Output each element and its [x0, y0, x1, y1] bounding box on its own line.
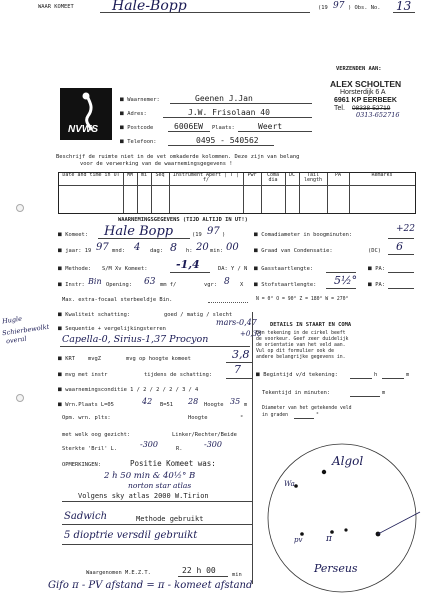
- conditions-label: ■ waarnemingsconditie 1 / 2 / 2 / 2 / 3 / 4: [58, 386, 199, 393]
- observed-value: 22 h 00: [182, 566, 216, 575]
- send-to-tel-old: 08338-52719: [352, 105, 391, 112]
- star-mid: [344, 528, 347, 531]
- komeet-year: 97: [207, 226, 220, 237]
- gas-tail-label: ■ Gasstaartlengte:: [254, 265, 314, 272]
- send-to-city: 6961 KP EERBEEK: [334, 97, 397, 104]
- place-value: Weert: [258, 122, 283, 131]
- th-remarks: Remarks: [371, 172, 393, 178]
- observed-unit: min: [232, 572, 242, 578]
- angles-label: N = 0° O = 90° Z = 180° W = 270°: [256, 297, 349, 302]
- location-b: B=51: [160, 402, 173, 408]
- th-pa: PA: [334, 172, 342, 178]
- details-text-1: Een tekening in de cirkel beeft: [256, 331, 346, 336]
- vgr-value: 8: [224, 277, 230, 287]
- seen-value: Linker/Rechter/Beide: [172, 432, 237, 438]
- remarks-line2: 2 h 50 min & 40½° B: [104, 471, 196, 481]
- phone-label: ■ Telefoon:: [120, 138, 157, 145]
- month-value: 4: [134, 242, 141, 253]
- observation-table: [58, 172, 416, 214]
- send-to-name: ALEX SCHOLTEN: [330, 79, 402, 89]
- krt-mvg: mvgZ: [88, 356, 101, 362]
- obs-label: ) Obs. No.: [348, 5, 381, 11]
- condensation-label: ■ Graad van Condensatie:: [254, 247, 333, 254]
- method-options: S/M Xv Komeet:: [102, 266, 148, 272]
- th-mi: mi: [140, 172, 148, 178]
- hour-label: h:: [186, 248, 193, 254]
- month-label: mnd:: [112, 248, 125, 254]
- margin-note-3: overal: [5, 334, 27, 346]
- th-coma: Coma dia: [266, 172, 280, 184]
- location-l2: 42: [142, 397, 153, 406]
- da-label: DA: Y / N: [218, 266, 248, 272]
- instructions-line2: voor de verwerking van de waarnemingsgegevens !: [80, 161, 233, 167]
- remarks-line5-text: Methode gebruikt: [136, 515, 204, 523]
- hour-value: 20: [196, 242, 209, 253]
- bottom-note: Gifo π - PV afstand = π - komeet afstand: [48, 580, 253, 591]
- diameter-label-2: in graden: [262, 413, 288, 418]
- remarks-line3: norton star atlas: [128, 481, 192, 490]
- star-algol: [322, 470, 326, 474]
- sequence-value-procyon: +0,38: [240, 330, 262, 338]
- location-label: ■ Wrn.Plaats L=05: [58, 401, 114, 408]
- sequence-value-mars: mars-0,47: [216, 318, 257, 327]
- remarks-line6: 5 dioptrie versdil gebruikt: [64, 530, 198, 541]
- duration-label: Tekentijd in minuten:: [262, 390, 331, 396]
- condensation-value: 6: [396, 240, 403, 253]
- gas-pa-label: ■ PA:: [368, 265, 385, 272]
- th-instrument: Instrument Apert | T | f/: [172, 172, 240, 184]
- min-label: min:: [210, 248, 223, 254]
- start-time-m: m: [406, 372, 410, 378]
- diameter-label-1: Diameter van het getekende veld: [262, 406, 352, 411]
- day-label: dag:: [150, 248, 163, 254]
- postcode-value: 6006EW: [174, 122, 203, 131]
- duration-m: m: [382, 390, 386, 396]
- komeet-year-open: (19: [192, 232, 202, 238]
- sequence-label: ■ Sequentie + vergelijkingsterren: [58, 325, 166, 332]
- coma-label: ■ Comadiameter in boogminuten:: [254, 231, 353, 238]
- komeet-year-close: ): [222, 232, 226, 238]
- dust-pa-label: ■ PA:: [368, 281, 385, 288]
- komeet-value: Hale Bopp: [104, 224, 174, 239]
- mvg-text: tijdens de schatting:: [144, 372, 213, 378]
- send-to-title: VERZENDEN AAN:: [336, 66, 382, 72]
- opening-unit: mm f/: [160, 282, 177, 288]
- phone-value: 0495 - 540562: [196, 136, 259, 145]
- remarks-label: OPMERKINGEN:: [62, 462, 101, 468]
- address-label: ■ Adres:: [120, 110, 147, 117]
- sequence-value-stars: Capella-0, Sirius-1,37 Procyon: [62, 334, 209, 345]
- obs-number: 13: [396, 0, 412, 13]
- opening-value: 63: [144, 277, 156, 287]
- punch-hole-bottom: [16, 394, 24, 402]
- instr-label: ■ Instr:: [58, 281, 85, 288]
- th-seq: Seq: [155, 172, 165, 178]
- details-text-4: Vul op dit formulier ook de: [256, 349, 334, 354]
- seen-label: met welk oog gezicht:: [62, 432, 131, 438]
- label-pv: pv: [294, 536, 303, 544]
- start-time-h: h: [374, 372, 378, 378]
- year-prefix: (19: [318, 5, 328, 11]
- start-time-label: ■ Begintijd v/d tekening:: [256, 371, 338, 378]
- extrafocal-label: Max. extra-focaal sterbeeldje Bin.: [62, 297, 173, 303]
- year-header: 97: [333, 1, 345, 11]
- vgr-unit: X: [240, 282, 244, 288]
- th-tail: Tail length: [303, 172, 323, 184]
- quality-options: goed / matig / slecht: [164, 312, 233, 318]
- date-label: ■ jaar: 19: [58, 247, 92, 254]
- logo-text: NVWS: [68, 124, 98, 135]
- komeet-label: ■ Komeet:: [58, 231, 88, 238]
- remarks-line4: Volgens sky atlas 2000 W.Tirion: [78, 492, 209, 500]
- observer-name-value: Geenen J.Jan: [195, 94, 253, 103]
- mvg-label: ■ mvg met instr: [58, 371, 108, 378]
- observer-name-label: ■ Waarnemer:: [120, 96, 160, 103]
- details-title: DETAILS IN STAART EN COMA: [270, 322, 352, 328]
- details-text-5: andere belangrijke gegevens in.: [256, 355, 346, 360]
- opening-label: Opening:: [106, 282, 132, 288]
- details-text-3: de orientatie van het veld aan.: [256, 343, 346, 348]
- instr-value: Bin: [88, 277, 102, 286]
- send-to-tel-label: Tel.: [334, 105, 345, 112]
- date-year: 97: [96, 242, 109, 253]
- min-value: 00: [226, 242, 239, 253]
- mvg-value: 7: [234, 363, 241, 376]
- vgr-label: vgr:: [204, 282, 217, 288]
- th-pwr: Pwr: [247, 172, 257, 178]
- th-date: Date and time in UT: [62, 172, 120, 178]
- location-height-unit: m: [244, 402, 248, 408]
- krt-value: 3,8: [232, 348, 250, 361]
- bril-right: -300: [204, 440, 222, 449]
- comet-tail: [378, 512, 420, 534]
- remarks-line5: Sadwich: [64, 511, 108, 522]
- location-height: 35: [230, 397, 241, 406]
- remarks-line1: Positie Komeet was:: [130, 459, 216, 468]
- th-dc: DC: [288, 172, 296, 178]
- sketch-area: [262, 430, 422, 600]
- label-algol: Algol: [332, 454, 364, 468]
- postcode-label: ■ Postcode: [120, 124, 154, 131]
- observed-label: Waargenomen M.E.Z.T.: [86, 570, 151, 576]
- punch-hole-top: [16, 204, 24, 212]
- dust-tail-value: 5½°: [334, 274, 358, 287]
- bril-label: Sterkte 'Bril' L.: [62, 446, 118, 452]
- label-pi: π: [326, 534, 332, 544]
- bril-right-label: R.: [176, 446, 183, 452]
- condensation-dc: (DC): [368, 248, 381, 254]
- send-to-tel-new: 0313-652716: [356, 111, 400, 119]
- comet-label: WAAR KOMEET: [38, 4, 74, 10]
- location-height-label: Hoogte: [204, 402, 224, 408]
- krt-text: mvg op hoogte komeet: [126, 356, 191, 362]
- quality-label: ■ Kwaliteit schatting:: [58, 311, 131, 318]
- instructions-line1: Beschrijf de ruimte niet in de vet omkaderde kolommen. Deze zijn van belang: [56, 154, 300, 160]
- nvws-logo: [60, 88, 112, 140]
- place-label: Plaats:: [212, 125, 235, 131]
- opm-height-label: Hoogte: [188, 415, 208, 421]
- send-to-street: Horsterdijk 6 A: [340, 89, 386, 96]
- krt-label: ■ KRT: [58, 355, 75, 362]
- margin-note-1: Hugle: [1, 314, 23, 326]
- bril-left: -300: [140, 440, 158, 449]
- opm-label: Opm. wrn. plts:: [62, 415, 111, 421]
- diameter-unit: °: [316, 413, 319, 418]
- location-b2: 28: [188, 397, 199, 406]
- label-wa: Wa: [284, 480, 295, 488]
- coma-value: +22: [396, 224, 415, 234]
- section-title: WAARNEMINGSGEGEVENS (TIJD ALTIJD IN UT!): [118, 217, 248, 223]
- dust-tail-label: ■ Stofstaartlengte:: [254, 281, 317, 288]
- th-mm: MM: [126, 172, 134, 178]
- method-value: -1,4: [176, 258, 200, 271]
- address-value: J.W. Frisolaan 40: [188, 108, 270, 117]
- comet-name-header: Hale-Bopp: [112, 0, 187, 14]
- method-label: ■ Methode:: [58, 265, 92, 272]
- details-text-2: de voorkeur. Geef zeer duidelijk: [256, 337, 349, 342]
- table-header-row: [59, 173, 415, 186]
- margin-note-2: Schierbewolkt: [1, 322, 50, 338]
- label-perseus: Perseus: [314, 562, 358, 575]
- day-value: 8: [170, 241, 177, 254]
- opm-height-unit: °: [240, 415, 244, 421]
